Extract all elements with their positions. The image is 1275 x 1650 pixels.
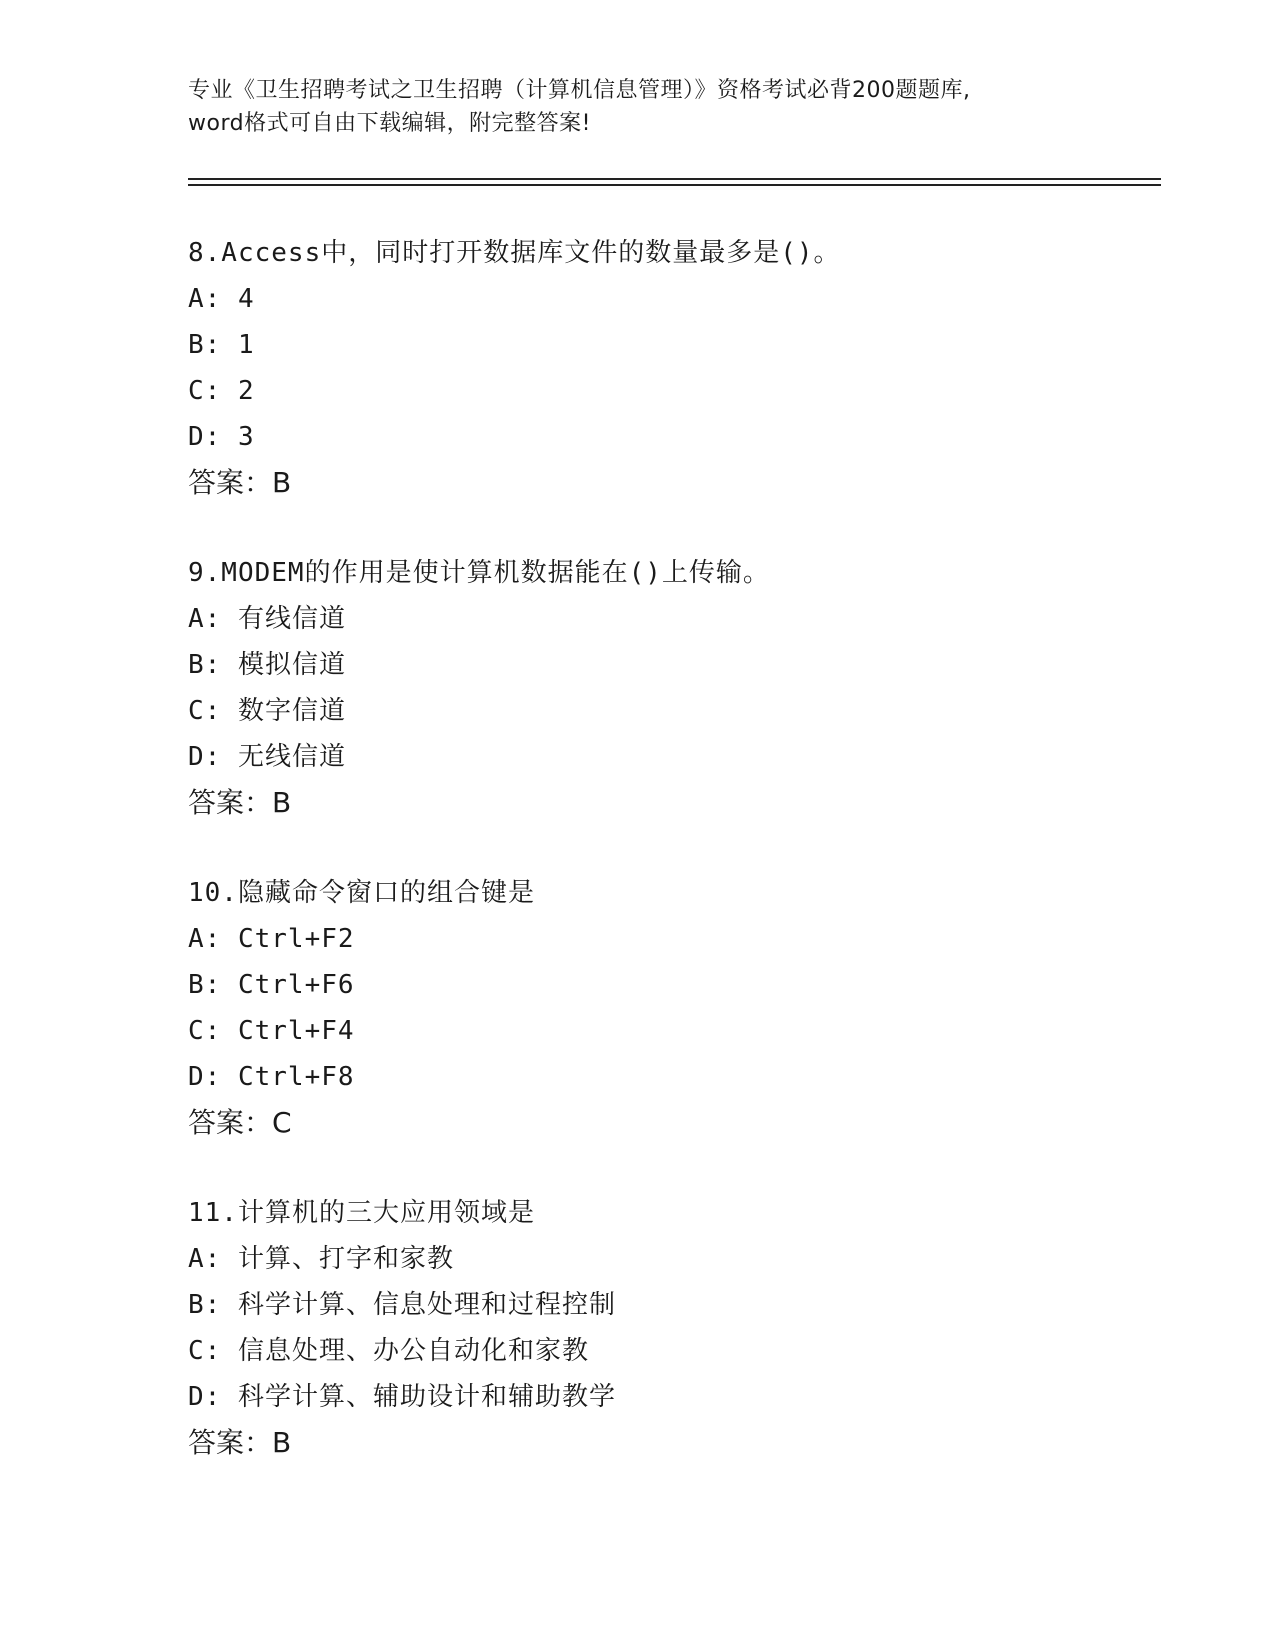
answer-label: 答案：B	[188, 1426, 292, 1459]
question-item	[188, 1190, 1148, 1466]
header-title-line: 专业《卫生招聘考试之卫生招聘（计算机信息管理）》资格考试必背200题题库,	[188, 78, 971, 103]
question-item	[188, 870, 1148, 1146]
option-d: D: 无线信道	[188, 742, 346, 772]
option-c: C: Ctrl+F4	[188, 1016, 355, 1046]
option-c: C: 数字信道	[188, 696, 346, 726]
option-c: C: 信息处理、办公自动化和家教	[188, 1336, 589, 1366]
question-item	[188, 230, 1148, 506]
option-b: B: 模拟信道	[188, 650, 346, 680]
question-item	[188, 550, 1148, 826]
option-d: D: 3	[188, 422, 255, 452]
option-b: B: 1	[188, 330, 255, 360]
option-a: A: Ctrl+F2	[188, 924, 355, 954]
header-divider-top	[188, 178, 1161, 180]
answer-label: 答案：C	[188, 1106, 292, 1139]
question-stem: 9.MODEM的作用是使计算机数据能在()上传输。	[188, 558, 770, 588]
answer-label: 答案：B	[188, 786, 292, 819]
option-a: A: 计算、打字和家教	[188, 1244, 454, 1274]
question-stem: 11.计算机的三大应用领域是	[188, 1198, 535, 1228]
header-divider-bottom	[188, 184, 1161, 186]
question-stem: 8.Access中，同时打开数据库文件的数量最多是()。	[188, 238, 841, 268]
question-stem: 10.隐藏命令窗口的组合键是	[188, 878, 535, 908]
document-header	[188, 74, 1088, 140]
option-a: A: 有线信道	[188, 604, 346, 634]
option-d: D: 科学计算、辅助设计和辅助教学	[188, 1382, 616, 1412]
option-b: B: Ctrl+F6	[188, 970, 355, 1000]
header-subtitle-line: word格式可自由下载编辑，附完整答案!	[188, 111, 591, 136]
answer-label: 答案：B	[188, 466, 292, 499]
option-d: D: Ctrl+F8	[188, 1062, 355, 1092]
option-b: B: 科学计算、信息处理和过程控制	[188, 1290, 616, 1320]
option-c: C: 2	[188, 376, 255, 406]
option-a: A: 4	[188, 284, 255, 314]
